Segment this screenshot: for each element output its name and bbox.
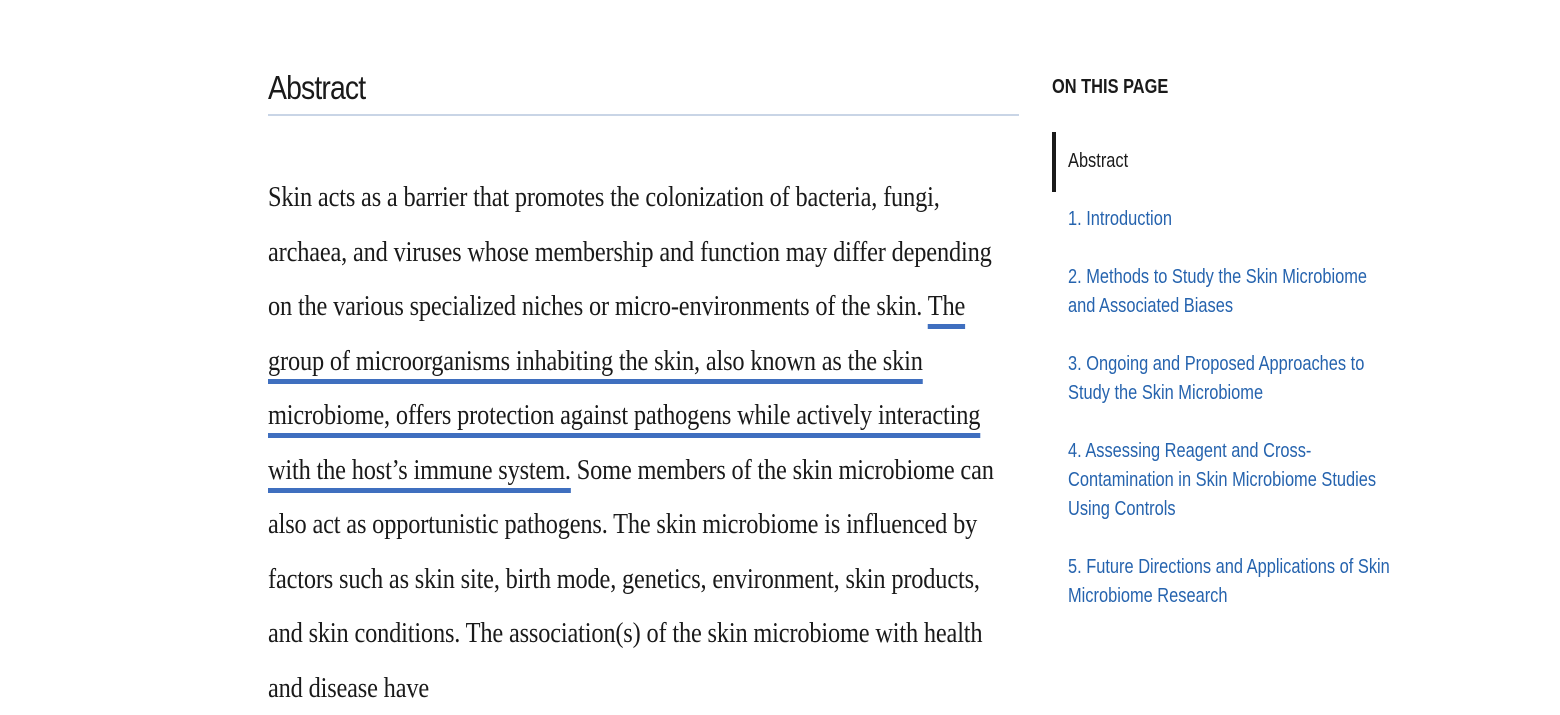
abstract-text-rest: Some members of the skin microbiome can also act as opportunistic pathogens. The skin microbiome is influenced by factors such as skin site, birth mode, genetics, environment, skin products, and skin conditions. The association(s) of the skin microbiome with health and disease have: [268, 453, 994, 704]
toc-title: ON THIS PAGE: [1052, 76, 1169, 98]
abstract-heading: Abstract: [268, 69, 366, 106]
toc-item-future-directions[interactable]: 5. Future Directions and Applications of Skin Microbiome Research: [1068, 556, 1390, 607]
toc-list: [1052, 132, 1432, 611]
toc-item-introduction[interactable]: 1. Introduction: [1068, 208, 1172, 230]
toc-active-indicator: [1052, 132, 1056, 192]
on-this-page-nav: [1052, 70, 1432, 607]
heading-divider: [268, 114, 1019, 116]
toc-item-contamination[interactable]: 4. Assessing Reagent and Cross-Contamination in Skin Microbiome Studies Using Controls: [1068, 440, 1377, 520]
highlighted-sentence[interactable]: The group of microorganisms inhabiting the skin, also known as the skin microbiome, offers protection against pathogens while actively interacting with the host’s immune system.: [268, 290, 981, 486]
toc-item-abstract[interactable]: Abstract: [1068, 150, 1129, 172]
abstract-paragraph: [268, 170, 1020, 715]
toc-item-approaches[interactable]: 3. Ongoing and Proposed Approaches to Study the Skin Microbiome: [1068, 353, 1365, 404]
abstract-text-viewport[interactable]: [268, 170, 1028, 704]
toc-item-methods[interactable]: 2. Methods to Study the Skin Microbiome and Associated Biases: [1068, 266, 1367, 317]
toc-list-viewport[interactable]: [1052, 132, 1432, 607]
abstract-text-intro: Skin acts as a barrier that promotes the colonization of bacteria, fungi, archaea, and viruses whose membership and function may differ depending on the various specialized niches or micro-environments of the skin.: [268, 181, 992, 322]
article-section: [268, 62, 1020, 704]
